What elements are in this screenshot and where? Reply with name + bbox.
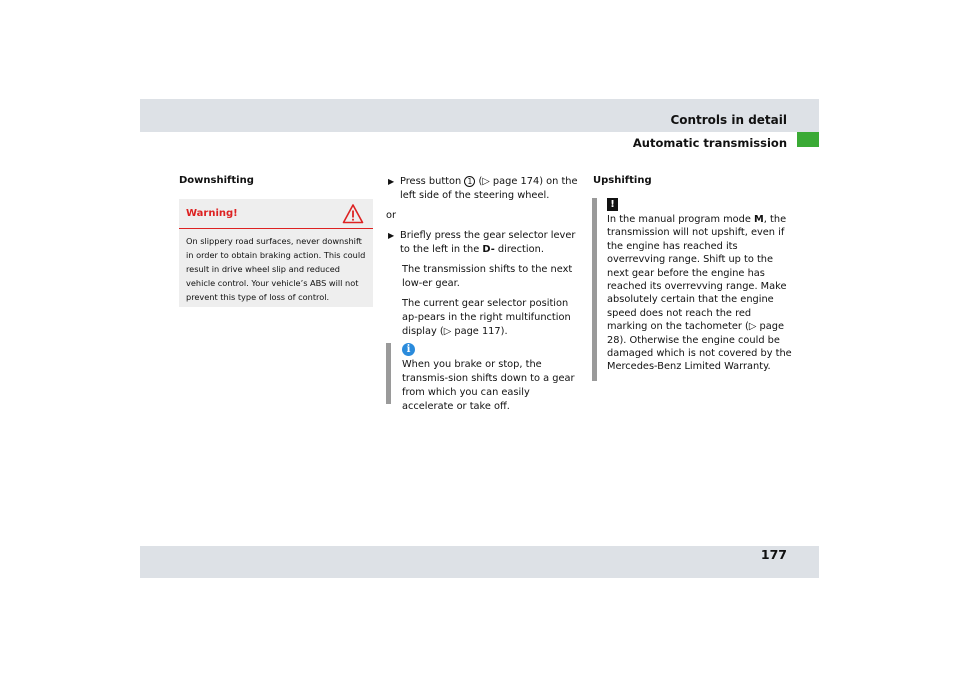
downshifting-heading: Downshifting — [179, 175, 254, 186]
section-title: Controls in detail — [670, 113, 787, 127]
page-number: 177 — [760, 547, 787, 562]
result-paragraph: The current gear selector position ap-pears in the right multifunction display (▷ page 117). — [402, 298, 571, 337]
or-separator: or — [386, 210, 397, 221]
warning-text: On slippery road surfaces, never downshift in order to obtain braking action. This could result in drive wheel slip and reduced vehicle control. Your vehicle’s ABS will not prevent this type of loss of control. — [186, 236, 366, 302]
instruction-step: ▶ Briefly press the gear selector lever to the left in the D- direction. — [388, 230, 576, 255]
instruction-step: ▶ Press button 1 (▷ page 174) on the left side of the steering wheel. — [388, 176, 578, 201]
warning-title: Warning! — [186, 208, 238, 219]
warning-header — [179, 199, 373, 229]
bullet-arrow-icon: ▶ — [388, 231, 395, 240]
info-icon: i — [402, 343, 415, 356]
downshift-instructions — [386, 175, 582, 345]
footer-band — [140, 546, 819, 578]
bullet-arrow-icon: ▶ — [388, 177, 395, 186]
caution-note-text: In the manual program mode M, the transmission will not upshift, even if the engine has reached its overrevving range. Shift up to the next gear before the engine has reached its overrevving range. Make absolutely certain that the engine speed does not reach the red marking on the tachometer (▷ page 28). Otherwise the engine could be damaged which is not covered by the Mercedes-Benz Limited Warranty. — [607, 214, 792, 373]
subsection-title: Automatic transmission — [632, 136, 787, 150]
info-note-text: When you brake or stop, the transmis-sion shifts down to a gear from which you can easily accelerate or take off. — [402, 359, 575, 412]
upshifting-heading: Upshifting — [593, 175, 652, 186]
warning-triangle-icon — [342, 203, 364, 225]
button-number-badge: 1 — [464, 176, 475, 187]
warning-box — [179, 199, 373, 307]
caution-note — [592, 198, 792, 381]
exclamation-icon: ! — [607, 198, 618, 211]
result-paragraph: The transmission shifts to the next low-er gear. — [402, 264, 573, 289]
info-note — [386, 343, 582, 412]
section-color-tab — [797, 132, 819, 147]
